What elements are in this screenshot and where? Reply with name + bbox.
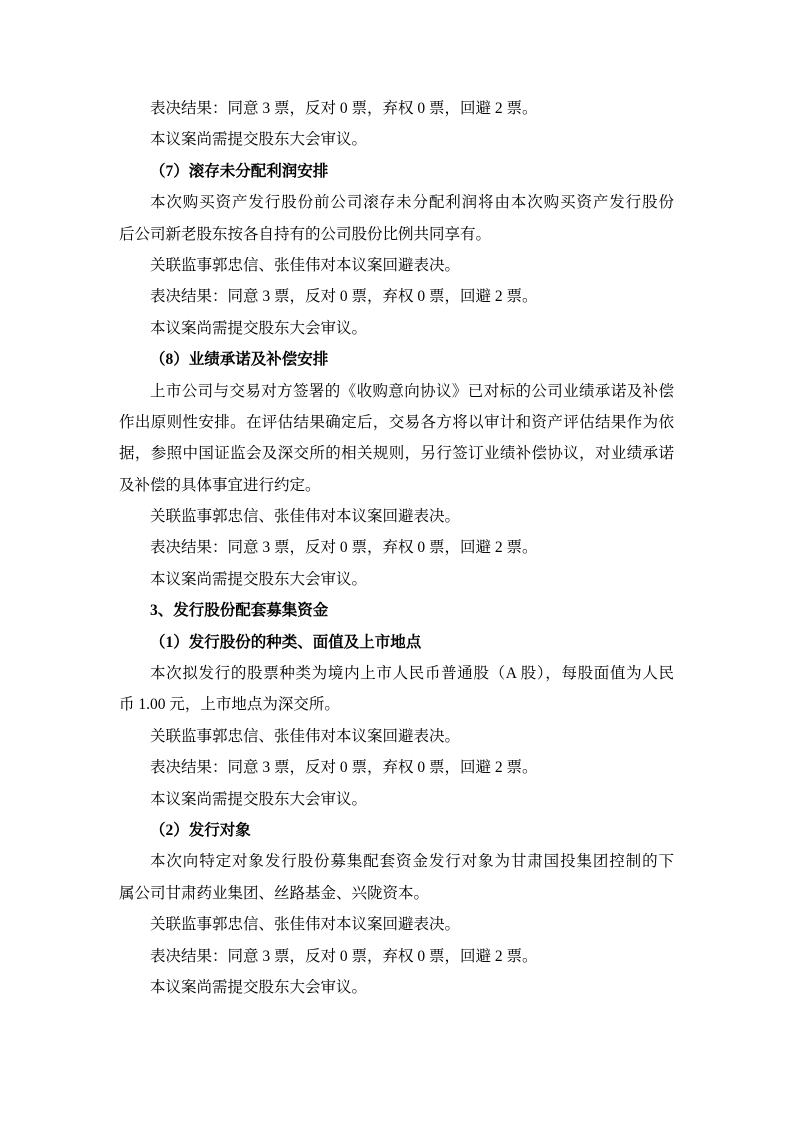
shareholder-meeting-note: 本议案尚需提交股东大会审议。 — [150, 319, 368, 337]
issue-targets-para-line-1: 本次向特定对象发行股份募集配套资金发行对象为甘肃国投集团控制的下 — [150, 853, 674, 871]
issue-targets-para-line-2: 属公司甘肃药业集团、丝路基金、兴陇资本。 — [119, 884, 430, 902]
shareholder-meeting-note: 本议案尚需提交股东大会审议。 — [150, 790, 368, 808]
recusal-line: 关联监事郭忠信、张佳伟对本议案回避表决。 — [150, 727, 461, 745]
share-type-para-line-1: 本次拟发行的股票种类为境内上市人民币普通股（A 股），每股面值为人民 — [150, 665, 674, 683]
section-heading: （7）滚存未分配利润安排 — [150, 162, 329, 180]
retained-profit-para-line-2: 后公司新老股东按各自持有的公司股份比例共同享有。 — [119, 225, 492, 243]
shareholder-meeting-note: 本议案尚需提交股东大会审议。 — [150, 570, 368, 588]
section-heading: （8）业绩承诺及补偿安排 — [150, 351, 329, 369]
vote-result-line: 表决结果：同意 3 票，反对 0 票，弃权 0 票，回避 2 票。 — [150, 100, 538, 117]
recusal-line: 关联监事郭忠信、张佳伟对本议案回避表决。 — [150, 916, 461, 934]
section-heading: （1）发行股份的种类、面值及上市地点 — [150, 633, 422, 651]
section-heading: （2）发行对象 — [150, 821, 251, 839]
vote-result-line: 表决结果：同意 3 票，反对 0 票，弃权 0 票，回避 2 票。 — [150, 947, 538, 965]
share-type-para-line-2: 币 1.00 元，上市地点为深交所。 — [119, 696, 340, 714]
shareholder-meeting-note: 本议案尚需提交股东大会审议。 — [150, 131, 368, 149]
vote-result-line: 表决结果：同意 3 票，反对 0 票，弃权 0 票，回避 2 票。 — [150, 759, 538, 777]
vote-result-line: 表决结果：同意 3 票，反对 0 票，弃权 0 票，回避 2 票。 — [150, 288, 538, 306]
vote-result-line: 表决结果：同意 3 票，反对 0 票，弃权 0 票，回避 2 票。 — [150, 539, 538, 557]
recusal-line: 关联监事郭忠信、张佳伟对本议案回避表决。 — [150, 508, 461, 526]
performance-para-line-1: 上市公司与交易对方签署的《收购意向协议》已对标的公司业绩承诺及补偿 — [150, 382, 674, 400]
recusal-line: 关联监事郭忠信、张佳伟对本议案回避表决。 — [150, 256, 461, 274]
section-heading: 3、发行股份配套募集资金 — [150, 602, 329, 620]
performance-para-line-4: 及补偿的具体事宜进行约定。 — [119, 476, 321, 494]
performance-para-line-3: 据，参照中国证监会及深交所的相关规则，另行签订业绩补偿协议，对业绩承诺 — [119, 445, 674, 463]
shareholder-meeting-note: 本议案尚需提交股东大会审议。 — [150, 978, 368, 996]
performance-para-line-2: 作出原则性安排。在评估结果确定后，交易各方将以审计和资产评估结果作为依 — [119, 413, 674, 431]
document-body — [119, 93, 674, 1003]
retained-profit-para-line-1: 本次购买资产发行股份前公司滚存未分配利润将由本次购买资产发行股份 — [150, 194, 674, 212]
